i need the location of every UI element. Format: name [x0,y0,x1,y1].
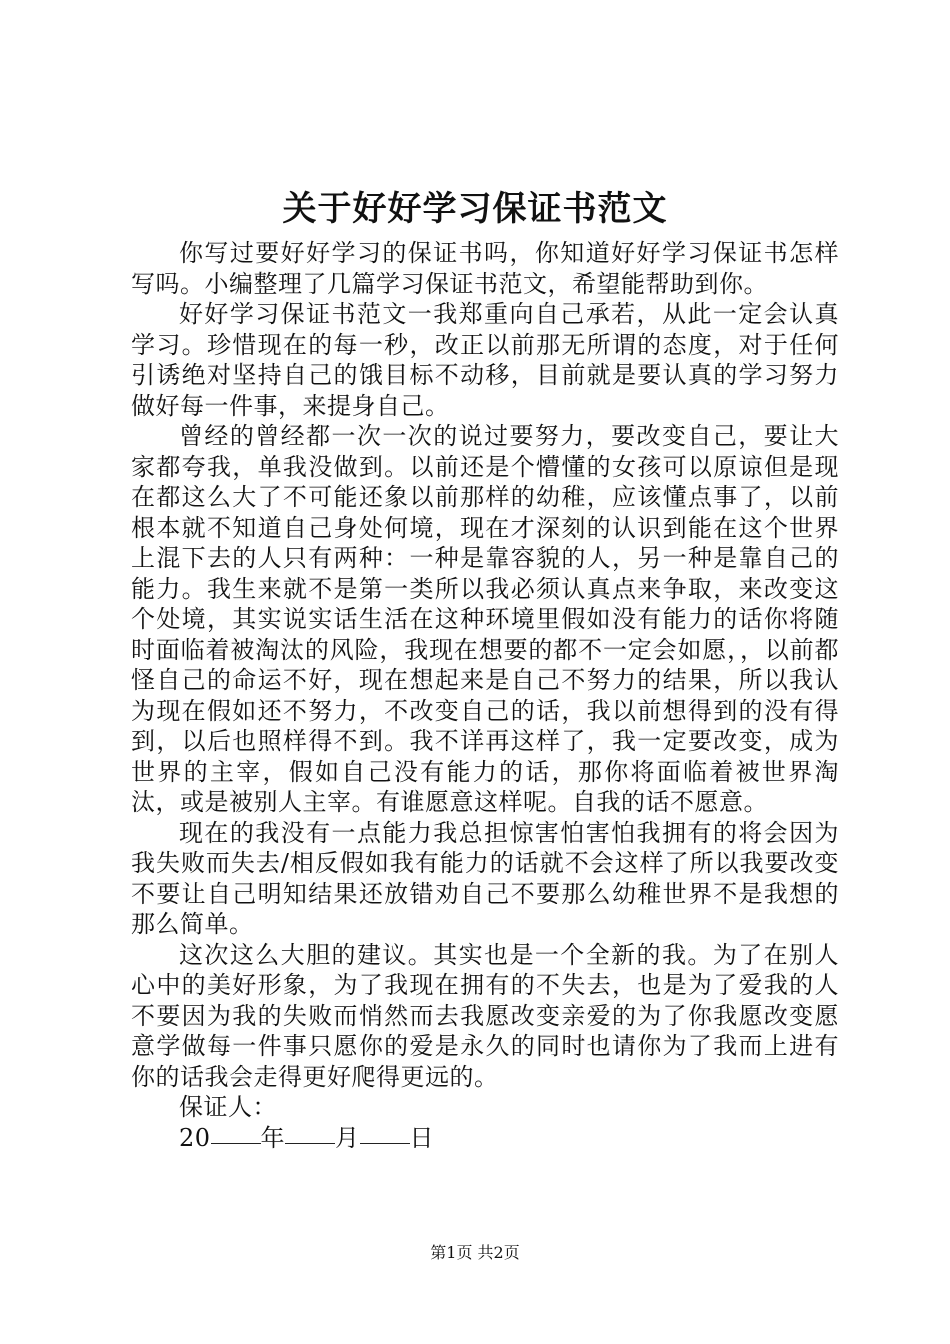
day-blank [360,1142,410,1144]
page-footer: 第1页 共2页 [430,1243,520,1262]
date-prefix: 20 [179,1123,211,1152]
year-blank [211,1142,261,1144]
date-year-label: 年 [260,1123,286,1152]
signature-line: 保证人： [179,1093,277,1121]
month-blank [285,1142,335,1144]
document-title: 关于好好学习保证书范文 [282,189,668,229]
date-month-label: 月 [335,1123,360,1152]
date-day-label: 日 [409,1123,435,1152]
paragraph-current-self: 现在的我没有一点能力我总担惊害怕害怕我拥有的将会因为我失败而失去/相反假如我有能力的话就不会这样了所以我要改变不要让自己明知结果还放错劝自己不要那么幼稚世界不是我想的那么简单。 [131,818,839,938]
paragraph-past-efforts: 曾经的曾经都一次一次的说过要努力，要改变自己，要让大家都夸我，单我没做到。以前还是个懵懂的女孩可以原谅但是现在都这么大了不可能还象以前那样的幼稚，应该懂点事了，以前根本就不知道自己身处何境，现在才深刻的认识到能在这个世界上混下去的人只有两种：一种是靠容貌的人，另一种是靠自己的能力。我生来就不是第一类所以我必须认真点来争取，来改变这个处境，其实说实话生活在这种环境里假如没有能力的话你将随时面临着被淘汰的风险，我现在想要的都不一定会如愿，，以前都怪自己的命运不好，现在想起来是自己不努力的结果，所以我认为现在假如还不努力，不改变自己的话，我以前想得到的没有得到，以后也照样得不到。我不详再这样了，我一定要改变，成为世界的主宰，假如自己没有能力的话，那你将面临着被世界淘汰，或是被别人主宰。有谁愿意这样呢。自我的话不愿意。 [131,422,839,816]
paragraph-intro: 你写过要好好学习的保证书吗，你知道好好学习保证书怎样写吗。小编整理了几篇学习保证书范文，希望能帮助到你。 [131,239,839,298]
paragraph-sample-one: 好好学习保证书范文一我郑重向自己承若，从此一定会认真学习。珍惜现在的每一秒，改正以前那无所谓的态度，对于任何引诱绝对坚持自己的饿目标不动移，目前就是要认真的学习努力做好每一件事，来提身自己。 [131,300,839,420]
date-line [131,1123,839,1154]
paragraph-new-self: 这次这么大胆的建议。其实也是一个全新的我。为了在别人心中的美好形象，为了我现在拥有的不失去，也是为了爱我的人不要因为我的失败而悄然而去我愿改变亲爱的为了你我愿改变愿意学做每一件事只愿你的爱是永久的同时也请你为了我而上进有你的话我会走得更好爬得更远的。 [131,940,839,1091]
document-body [131,238,839,1153]
